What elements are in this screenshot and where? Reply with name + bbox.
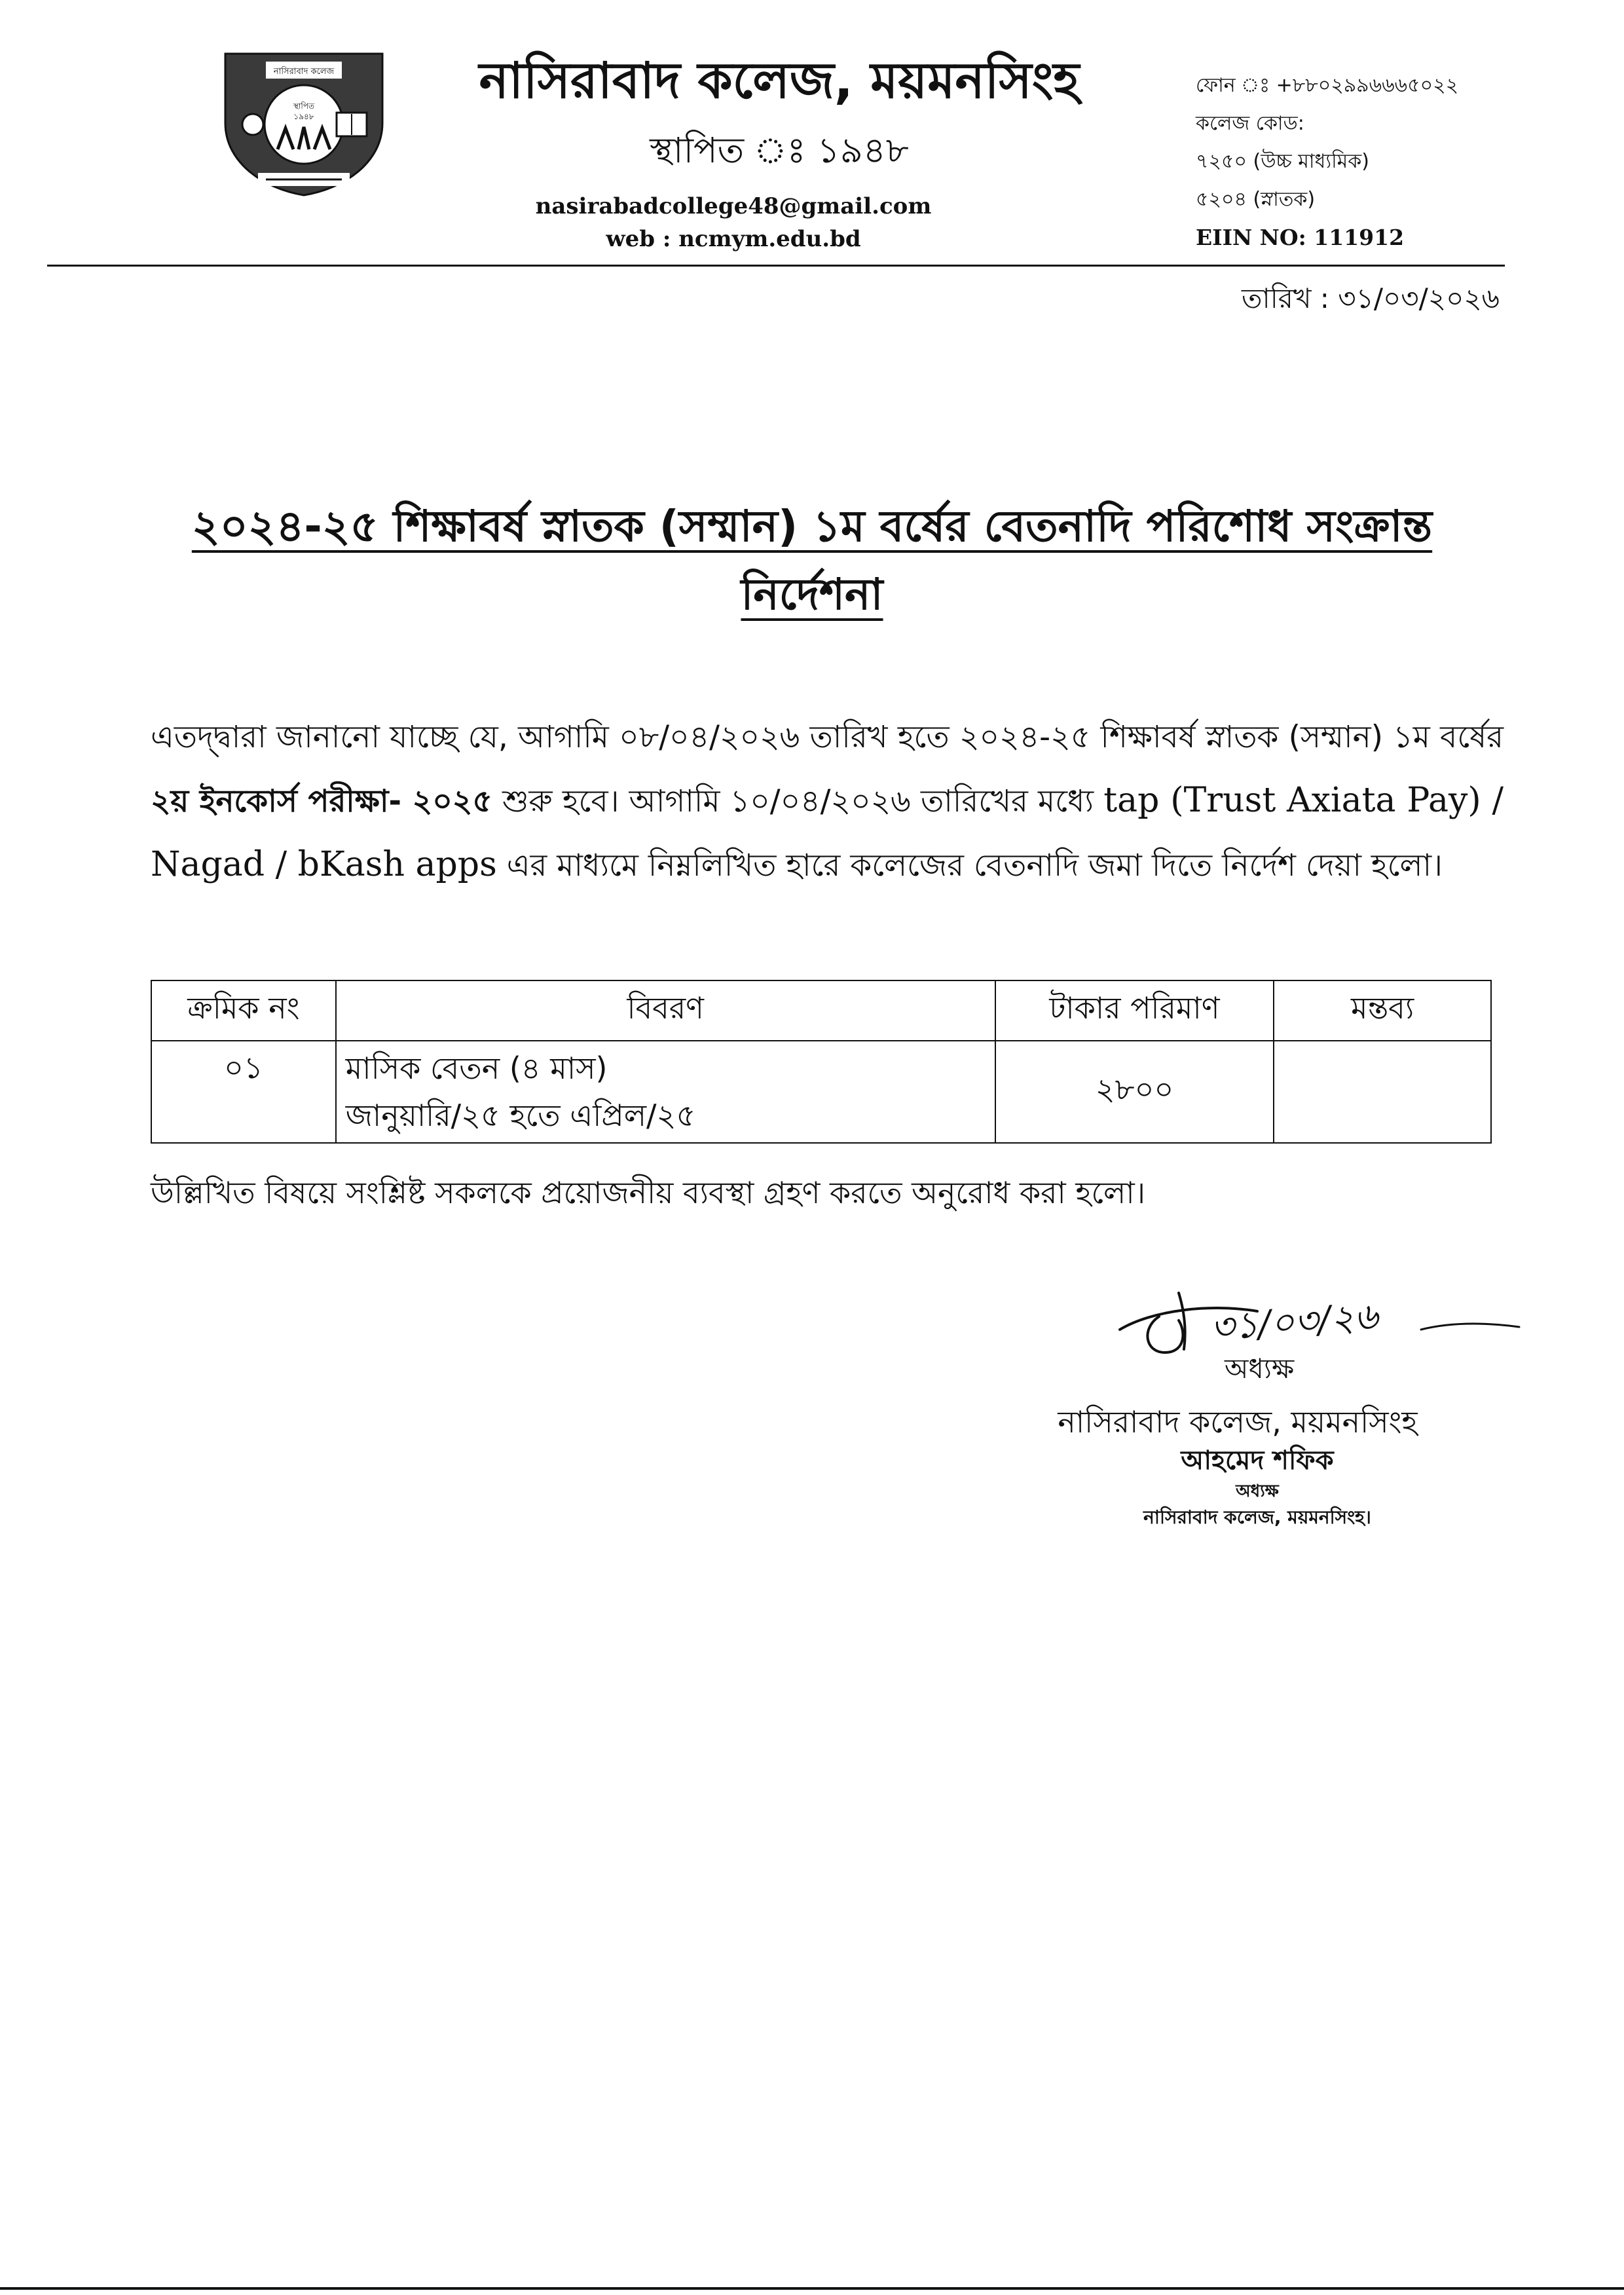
body-instruction: এর মাধ্যমে নিম্নলিখিত হারে কলেজের বেতনাদি জমা দিতে নির্দেশ দেয়া হলো। <box>506 848 1443 884</box>
fee-table-header-row <box>151 980 1491 1041</box>
body-deadline: শুরু হবে। আগামি ১০/০৪/২০২৬ তারিখের মধ্যে <box>502 783 1094 819</box>
header-remark: মন্তব্য <box>1274 980 1491 1041</box>
notice-date: তারিখ : ৩১/০৩/২০২৬ <box>1242 282 1500 314</box>
college-website: web : ncmym.edu.bd <box>606 226 861 252</box>
header-description: বিবরণ <box>336 980 995 1041</box>
svg-text:স্থাপিত: স্থাপিত <box>293 102 315 111</box>
notice-title-line-2: নির্দেশনা <box>741 569 883 620</box>
cell-description-line-2: জানুয়ারি/২৫ হতে এপ্রিল/২৫ <box>345 1098 696 1133</box>
college-name: নাসিরাবাদ কলেজ, ময়মনসিংহ <box>479 51 1080 109</box>
cell-description <box>336 1041 995 1143</box>
college-code-label: কলেজ কোড: <box>1196 112 1304 135</box>
cell-serial: ০১ <box>151 1041 336 1143</box>
notice-body <box>151 706 1504 897</box>
notice-title <box>144 493 1480 629</box>
cell-description-line-1: মাসিক বেতন (৪ মাস) <box>345 1051 608 1086</box>
signature-handwritten-date: ৩১/০৩/২৬ <box>1209 1295 1380 1349</box>
college-code-hsc: ৭২৫০ (উচ্চ মাধ্যমিক) <box>1196 150 1370 173</box>
svg-text:নাসিরাবাদ কলেজ: নাসিরাবাদ কলেজ <box>273 67 335 77</box>
stamp-name: আহমেদ শফিক <box>1181 1446 1334 1476</box>
college-email: nasirabadcollege48@gmail.com <box>535 193 932 219</box>
body-exam-name: ২য় ইনকোর্স পরীক্ষা- ২০২৫ <box>151 783 492 819</box>
body-intro: এতদ্দ্বারা জানানো যাচ্ছে যে, আগামি ০৮/০৪/২০২৬ তারিখ হতে ২০২৪-২৫ শিক্ষাবর্ষ স্নাতক (সম্মান) ১ম বর্ষের <box>151 719 1504 755</box>
college-code-degree: ৫২০৪ (স্নাতক) <box>1196 188 1316 211</box>
svg-text:১৯৪৮: ১৯৪৮ <box>293 112 314 121</box>
header-serial: ক্রমিক নং <box>151 980 336 1041</box>
contact-codes <box>1196 67 1562 257</box>
stamp-college: নাসিরাবাদ কলেজ, ময়মনসিংহ। <box>1143 1506 1371 1528</box>
established-year: স্থাপিত ঃ ১৯৪৮ <box>650 130 909 171</box>
header-amount: টাকার পরিমাণ <box>995 980 1274 1041</box>
header-divider <box>47 265 1505 267</box>
signer-designation: অধ্যক্ষ <box>1225 1353 1295 1385</box>
eiin-number: EIIN NO: 111912 <box>1196 225 1405 250</box>
signer-college: নাসিরাবাদ কলেজ, ময়মনসিংহ <box>1058 1404 1418 1440</box>
page-bottom-edge <box>0 2287 1624 2290</box>
college-crest-icon <box>220 51 388 198</box>
closing-request: উল্লিখিত বিষয়ে সংশ্লিষ্ট সকলকে প্রয়োজনীয় ব্যবস্থা গ্রহণ করতে অনুরোধ করা হলো। <box>151 1175 1146 1210</box>
cell-amount: ২৮০০ <box>995 1041 1274 1143</box>
body-payment-apps: tap (Trust Axiata Pay) / Nagad / bKash apps <box>151 781 1504 884</box>
contact-online <box>498 190 969 255</box>
cell-remark <box>1274 1041 1491 1143</box>
college-phone: ফোন ঃ +৮৮০২৯৯৬৬৬৫০২২ <box>1196 74 1459 97</box>
table-row <box>151 1041 1491 1143</box>
fee-table <box>151 980 1492 1144</box>
principal-stamp <box>1087 1442 1428 1531</box>
notice-title-line-1: ২০২৪-২৫ শিক্ষাবর্ষ স্নাতক (সম্মান) ১ম বর্ষের বেতনাদি পরিশোধ সংক্রান্ত <box>191 501 1433 551</box>
college-logo <box>220 51 388 198</box>
stamp-designation: অধ্যক্ষ <box>1236 1482 1279 1501</box>
